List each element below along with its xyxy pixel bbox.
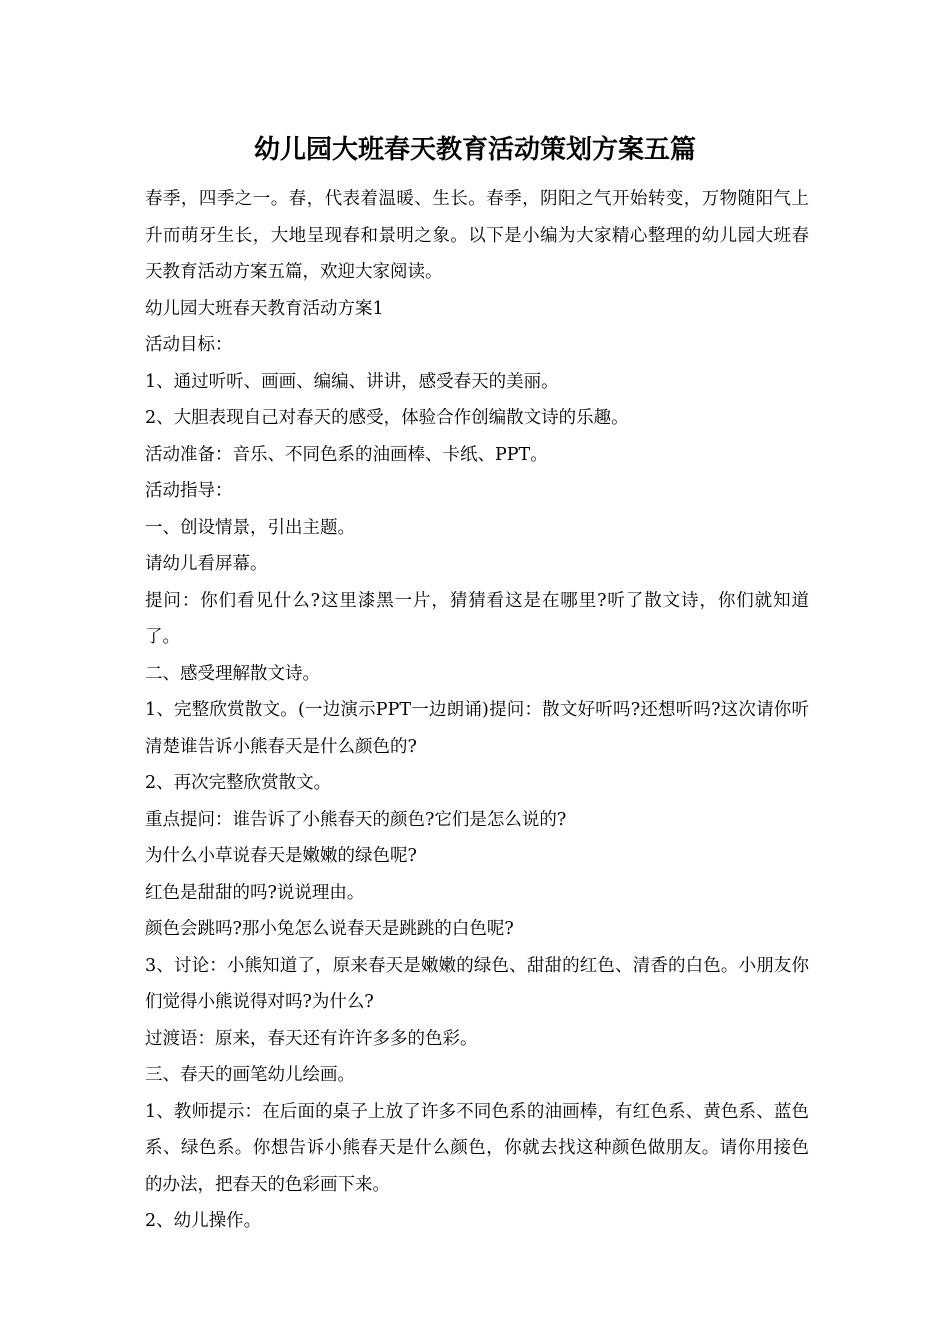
step-heading: 二、感受理解散文诗。 <box>145 663 320 684</box>
subheading-activity-guidance: 活动指导： <box>145 481 233 501</box>
step-heading: 三、春天的画笔幼儿绘画。 <box>145 1065 355 1085</box>
paragraph: 3、讨论：小熊知道了，原来春天是嫩嫩的绿色、甜甜的红色、清香的白色。小朋友你们觉得小熊说得对吗?为什么? <box>145 955 809 1012</box>
paragraph-preparation: 活动准备：音乐、不同色系的油画棒、卡纸、PPT。 <box>145 444 548 465</box>
subheading-activity-goals: 活动目标： <box>145 335 233 355</box>
paragraph: 重点提问：谁告诉了小熊春天的颜色?它们是怎么说的? <box>145 809 567 830</box>
section-heading: 幼儿园大班春天教育活动方案1 <box>145 298 384 319</box>
paragraph: 1、教师提示：在后面的桌子上放了许多不同色系的油画棒，有红色系、黄色系、蓝色系、绿色系。你想告诉小熊春天是什么颜色，你就去找这种颜色做朋友。请你用接色的办法，把春天的色彩画下来。 <box>145 1101 809 1195</box>
document-title: 幼儿园大班春天教育活动策划方案五篇 <box>253 135 696 165</box>
paragraph: 请幼儿看屏幕。 <box>145 554 268 574</box>
paragraph: 提问：你们看见什么?这里漆黑一片，猜猜看这是在哪里?听了散文诗，你们就知道了。 <box>145 590 809 647</box>
paragraph: 红色是甜甜的吗?说说理由。 <box>145 882 365 903</box>
paragraph: 2、再次完整欣赏散文。 <box>145 773 332 793</box>
paragraph: 为什么小草说春天是嫩嫩的绿色呢? <box>145 846 417 866</box>
paragraph: 2、大胆表现自己对春天的感受，体验合作创编散文诗的乐趣。 <box>145 408 629 428</box>
intro-paragraph: 春季，四季之一。春，代表着温暖、生长。春季，阴阳之气开始转变，万物随阳气上升而萌牙生长，大地呈现春和景明之象。以下是小编为大家精心整理的幼儿园大班春天教育活动方案五篇，欢迎大家阅读。 <box>145 189 809 282</box>
document-body <box>145 181 809 1240</box>
paragraph: 颜色会跳吗?那小兔怎么说春天是跳跳的白色呢? <box>145 919 514 939</box>
step-heading: 一、创设情景，引出主题。 <box>145 517 355 538</box>
paragraph: 过渡语：原来，春天还有许许多多的色彩。 <box>145 1028 478 1049</box>
paragraph: 1、通过听听、画画、编编、讲讲，感受春天的美丽。 <box>145 371 559 392</box>
paragraph: 2、幼儿操作。 <box>145 1211 262 1231</box>
paragraph: 1、完整欣赏散文。(一边演示PPT一边朗诵)提问：散文好听吗?还想听吗?这次请你听清楚谁告诉小熊春天是什么颜色的? <box>145 700 809 757</box>
